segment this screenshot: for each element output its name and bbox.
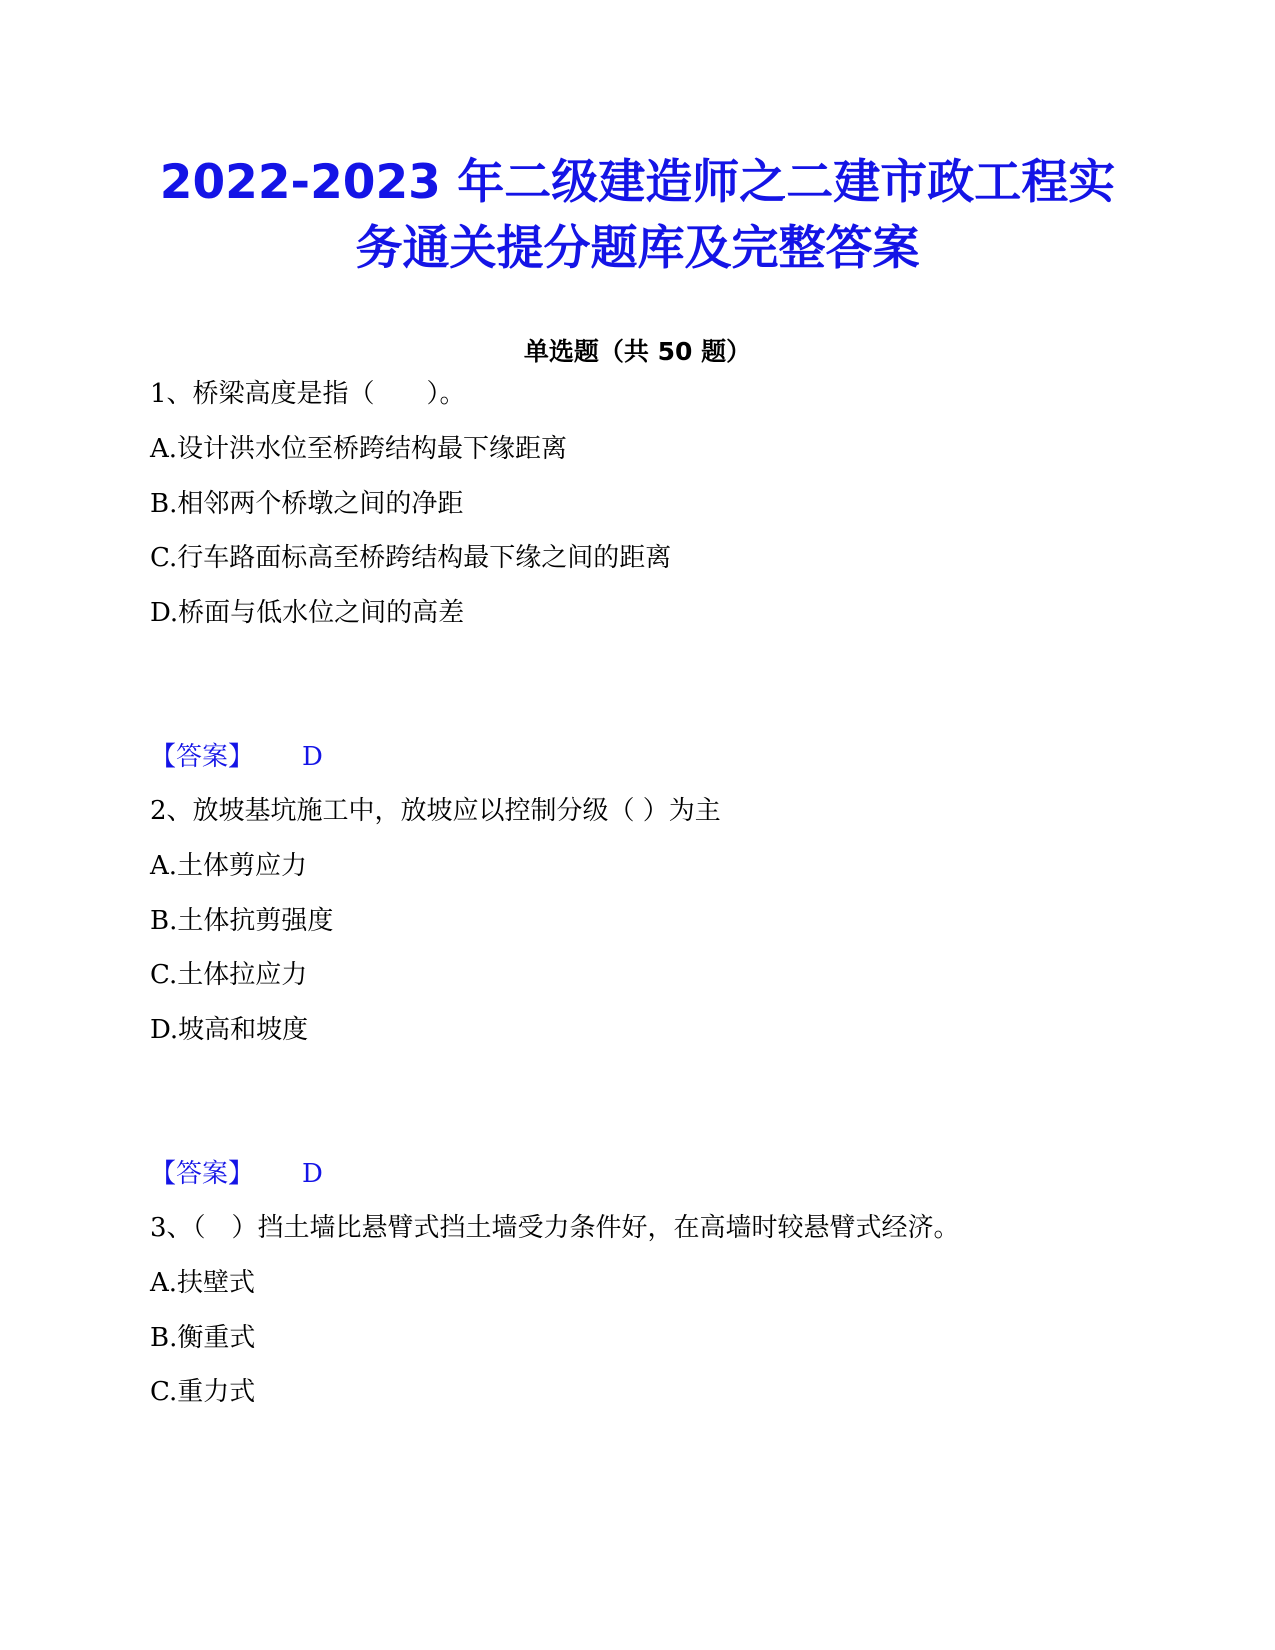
option-d: D.桥面与低水位之间的高差 bbox=[150, 598, 465, 628]
answer-value: D bbox=[302, 742, 323, 772]
title-line-1: 2022-2023 年二级建造师之二建市政工程实 bbox=[159, 155, 1116, 210]
question-stem: 1、桥梁高度是指（ ）。 bbox=[150, 379, 466, 409]
option-a: A.设计洪水位至桥跨结构最下缘距离 bbox=[150, 434, 568, 464]
section-heading: 单选题（共 50 题） bbox=[523, 337, 752, 366]
option-c: C.重力式 bbox=[150, 1377, 256, 1407]
option-b: B.土体抗剪强度 bbox=[150, 906, 334, 936]
answer-label: 【答案】 bbox=[150, 742, 255, 772]
answer-value: D bbox=[302, 1159, 323, 1189]
option-c: C.行车路面标高至桥跨结构最下缘之间的距离 bbox=[150, 543, 672, 573]
option-a: A.土体剪应力 bbox=[150, 851, 308, 881]
question-stem: 3、（ ）挡土墙比悬臂式挡土墙受力条件好，在高墙时较悬臂式经济。 bbox=[150, 1213, 960, 1243]
option-d: D.坡高和坡度 bbox=[150, 1015, 309, 1045]
answer-label: 【答案】 bbox=[150, 1159, 255, 1189]
answer-line bbox=[150, 739, 323, 775]
question-stem: 2、放坡基坑施工中，放坡应以控制分级（ ）为主 bbox=[150, 796, 721, 826]
answer-line bbox=[150, 1156, 323, 1192]
option-c: C.土体拉应力 bbox=[150, 960, 308, 990]
title-line-2: 务通关提分题库及完整答案 bbox=[355, 221, 920, 276]
option-b: B.相邻两个桥墩之间的净距 bbox=[150, 489, 464, 519]
option-a: A.扶壁式 bbox=[150, 1268, 256, 1298]
document-title bbox=[100, 150, 1175, 282]
option-b: B.衡重式 bbox=[150, 1323, 256, 1353]
